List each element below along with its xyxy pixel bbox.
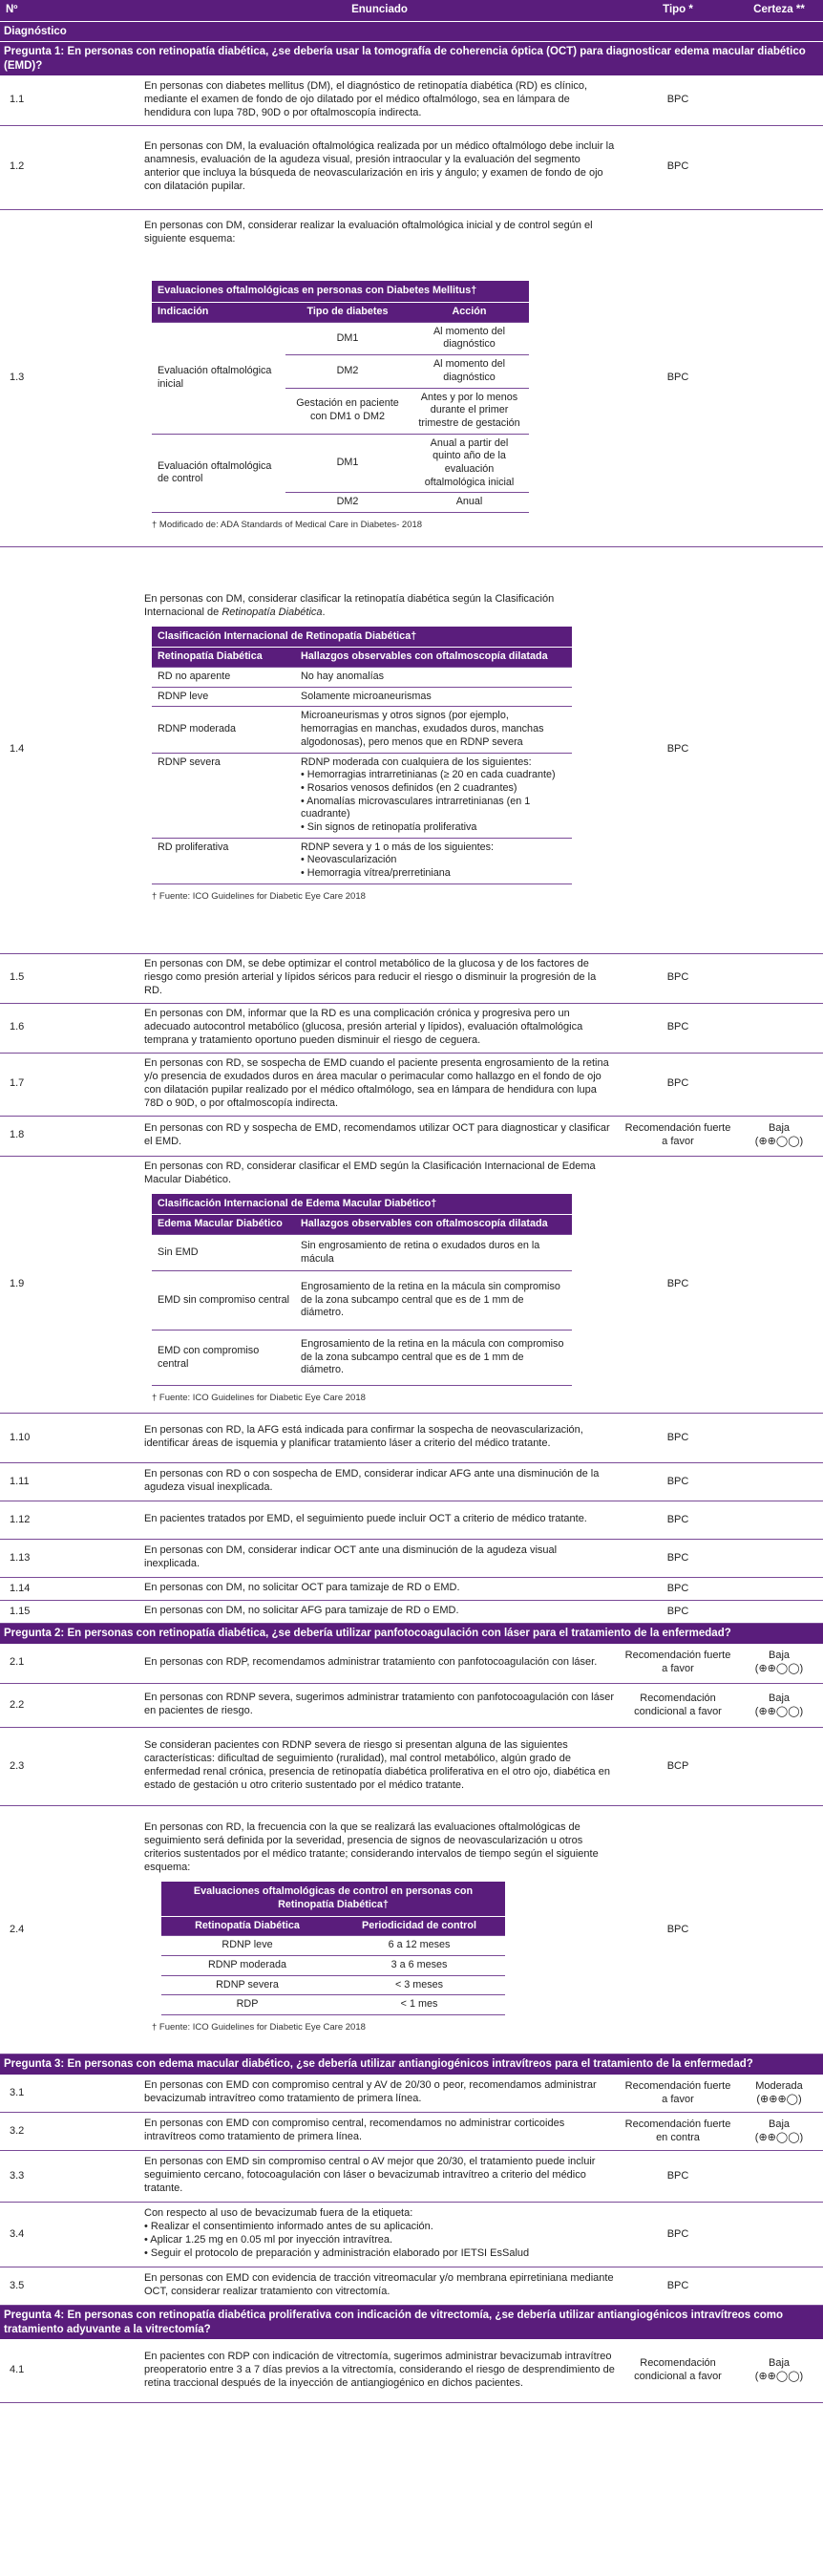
row-type: BPC [621,125,735,209]
finding-cell: Solamente microaneurismas [295,687,572,707]
finding-cell: No hay anomalías [295,668,572,688]
certainty-level: Moderada [755,2079,803,2092]
row-type: BPC [621,75,735,125]
row-certainty [735,2075,823,2113]
row-number: 1.2 [0,125,138,209]
certainty-symbols: (⊕⊕◯◯) [754,1136,804,1148]
certainty-level: Baja [768,1650,791,1662]
row-number: 1.11 [0,1463,138,1501]
row-type: BPC [621,546,735,953]
diabetes-type-cell: DM1 [285,434,410,493]
row-statement [138,209,621,546]
class-cell: RDNP severa [152,753,295,838]
row-certainty [735,1003,823,1053]
finding-line: RDNP severa y 1 o más de los siguientes: [301,841,495,853]
row-statement: En personas con RD y sospecha de EMD, recomendamos utilizar OCT para diagnosticar y clasificar el EMD. [138,1116,621,1156]
row-type: BCP [621,1728,735,1806]
table-row [0,2339,823,2402]
row-type: BPC [621,2151,735,2203]
statement-part: . [322,606,326,618]
table-row [0,1116,823,1156]
finding-cell: Engrosamiento de la retina en la mácula con compromiso de la zona subcampo central que es de 1 mm de diámetro. [295,1331,572,1386]
finding-line: RDNP moderada con cualquiera de los siguientes: [301,756,532,768]
statement-text: En personas con RD, considerar clasificar el EMD según la Clasificación Internacional de Edema Macular Diabético. [144,1160,596,1185]
table-row [0,1644,823,1684]
col-header: Edema Macular Diabético [152,1215,295,1235]
row-type: Recomendación fuerte en contra [621,2113,735,2151]
row-number: 3.3 [0,2151,138,2203]
diabetes-type-cell: DM2 [285,355,410,388]
period-cell: < 1 mes [333,1995,505,2015]
statement-bullet: • Seguir el protocolo de preparación y administración elaborado por IETSI EsSalud [144,2247,530,2260]
row-statement: En pacientes con RDP con indicación de vitrectomía, sugerimos administrar bevacizumab intravítreo preoperatorio entre 3 a 7 días previos a la vitrectomía, considerando el riesgo de desprendimiento de retina traccional después de la inyección de antiangiogénico en dichos pacientes. [138,2339,621,2402]
row-certainty [735,1806,823,2054]
row-number: 3.4 [0,2203,138,2267]
col-header: Acción [410,303,529,323]
row-statement: En personas con DM, se debe optimizar el control metabólico de la glucosa y de los factores de riesgo como presión arterial y lípidos séricos para reducir el riesgo o disminuir la progresión de la RD. [138,953,621,1003]
certainty-level: Baja [768,2118,791,2130]
finding-cell: Sin engrosamiento de retina o exudados duros en la mácula [295,1235,572,1271]
table-row [0,75,823,125]
row-certainty [735,2339,823,2402]
class-cell: EMD con compromiso central [152,1331,295,1386]
row-type: Recomendación condicional a favor [621,2339,735,2402]
row-statement: En personas con RDP, recomendamos administrar tratamiento con panfotocoagulación con láser. [138,1644,621,1684]
row-type: BPC [621,953,735,1003]
row-type: BPC [621,1463,735,1501]
row-statement [138,546,621,953]
table-row [0,1601,823,1624]
table-row [0,2151,823,2203]
row-certainty [735,125,823,209]
finding-line: • Neovascularización [301,854,397,866]
row-number: 1.3 [0,209,138,546]
table-source: † Modificado de: ADA Standards of Medical Care in Diabetes- 2018 [152,520,423,531]
action-cell: Anual [410,493,529,513]
certainty-symbols: (⊕⊕◯◯) [754,1705,804,1717]
col-header: Retinopatía Diabética [152,648,295,668]
col-header: Indicación [152,303,285,323]
row-certainty [735,1578,823,1601]
section-pregunta-4: Pregunta 4: En personas con retinopatía diabética proliferativa con indicación de vitrectomía, ¿se debería utilizar antiangiogénicos intravítreos como tratamiento adyuvante a la vitrectomía? [0,2306,823,2340]
row-statement: En personas con DM, considerar indicar OCT ante una disminución de la agudeza visual inexplicada. [138,1540,621,1578]
finding-cell [295,838,572,884]
indication-cell: Evaluación oftalmológica de control [152,434,285,513]
row-certainty [735,1053,823,1116]
row-type: BPC [621,1540,735,1578]
row-number: 1.9 [0,1156,138,1413]
table-row [0,1728,823,1806]
period-cell: 6 a 12 meses [333,1936,505,1956]
certainty-level: Baja [768,1692,791,1704]
row-statement: En personas con EMD con compromiso central, recomendamos no administrar corticoides intravítreos como tratamiento de primera línea. [138,2113,621,2151]
inner-table-title: Clasificación Internacional de Retinopatía Diabética† [152,627,572,648]
row-certainty [735,953,823,1003]
row-certainty [735,546,823,953]
row-number: 1.4 [0,546,138,953]
row-type: BPC [621,209,735,546]
row-certainty [735,1414,823,1463]
diabetes-eval-table [152,281,529,513]
row-certainty [735,2113,823,2151]
row-number: 4.1 [0,2339,138,2402]
row-number: 1.7 [0,1053,138,1116]
row-certainty [735,2267,823,2306]
rd-control-table [161,1882,505,2015]
action-cell: Al momento del diagnóstico [410,355,529,388]
statement-text: En personas con DM, considerar realizar la evaluación oftalmológica inicial y de control según el siguiente esquema: [144,220,593,245]
inner-table-title: Clasificación Internacional de Edema Macular Diabético† [152,1194,572,1215]
table-source: † Fuente: ICO Guidelines for Diabetic Eye Care 2018 [152,2022,366,2033]
row-statement: En personas con DM, informar que la RD es una complicación crónica y progresiva pero un adecuado autocontrol metabólico (glucosa, presión arterial y lípidos), evaluación oftalmológica temprana y tratamiento oportuno pueden disminuir el riesgo de ceguera. [138,1003,621,1053]
row-type: Recomendación fuerte a favor [621,2075,735,2113]
statement-text: Con respecto al uso de bevacizumab fuera de la etiqueta: [144,2207,413,2220]
row-statement: En personas con RD, la AFG está indicada para confirmar la sospecha de neovascularización, identificar áreas de isquemia y planificar tratamiento láser a criterio del médico tratante. [138,1414,621,1463]
row-number: 3.1 [0,2075,138,2113]
row-number: 2.4 [0,1806,138,2054]
row-number: 2.2 [0,1684,138,1728]
row-number: 2.3 [0,1728,138,1806]
row-statement: En personas con DM, no solicitar OCT para tamizaje de RD o EMD. [138,1578,621,1601]
row-number: 1.12 [0,1501,138,1540]
row-certainty [735,1156,823,1413]
statement-part: En personas con DM, considerar clasificar la retinopatía diabética según la Clasificación Internacional de [144,592,555,618]
class-cell: EMD sin compromiso central [152,1271,295,1331]
certainty-level: Baja [768,2357,791,2370]
header-num: Nº [0,0,138,21]
row-type: BPC [621,2267,735,2306]
row-type: BPC [621,1053,735,1116]
row-statement [138,1156,621,1413]
col-header: Retinopatía Diabética [161,1916,333,1936]
row-type: BPC [621,1578,735,1601]
class-cell: RDP [161,1995,333,2015]
table-row [0,1053,823,1116]
row-certainty [735,1501,823,1540]
class-cell: Sin EMD [152,1235,295,1271]
table-row [0,953,823,1003]
table-header [0,0,823,21]
row-number: 1.8 [0,1116,138,1156]
action-cell: Al momento del diagnóstico [410,322,529,354]
class-cell: RDNP moderada [161,1955,333,1975]
certainty-symbols: (⊕⊕◯◯) [754,2371,804,2383]
diabetes-type-cell: Gestación en paciente con DM1 o DM2 [285,388,410,434]
header-certeza: Certeza ** [735,0,823,21]
class-cell: RDNP leve [161,1936,333,1956]
row-statement: En personas con EMD sin compromiso central o AV mejor que 20/30, el tratamiento puede incluir seguimiento cercano, fotocoagulación con láser o bevacizumab intravítreo a criterio del médico tratante. [138,2151,621,2203]
table-row [0,1414,823,1463]
row-number: 3.2 [0,2113,138,2151]
row-certainty [735,1540,823,1578]
statement-text [144,593,615,620]
table-source: † Fuente: ICO Guidelines for Diabetic Eye Care 2018 [152,1393,366,1403]
section-pregunta-1: Pregunta 1: En personas con retinopatía diabética, ¿se debería usar la tomografía de coherencia óptica (OCT) para diagnosticar edema macular diabético (EMD)? [0,42,823,76]
header-enunciado: Enunciado [138,0,621,21]
section-pregunta-3: Pregunta 3: En personas con edema macular diabético, ¿se debería utilizar antiangiogénicos intravítreos para el tratamiento de la enfermedad? [0,2054,823,2075]
row-type: Recomendación condicional a favor [621,1684,735,1728]
finding-line: • Anomalías microvasculares intrarretinianas (en 1 cuadrante) [301,795,531,820]
class-cell: RDNP moderada [152,707,295,753]
table-row [0,2203,823,2267]
class-cell: RDNP leve [152,687,295,707]
finding-cell: Engrosamiento de la retina en la mácula sin compromiso de la zona subcampo central que es de 1 mm de diámetro. [295,1271,572,1331]
finding-line: • Rosarios venosos definidos (en 2 cuadrantes) [301,781,517,794]
section-diagnostico: Diagnóstico [0,21,823,42]
finding-line: • Hemorragia vítrea/prerretiniana [301,867,451,880]
row-number: 2.1 [0,1644,138,1684]
inner-table-title: Evaluaciones oftalmológicas en personas con Diabetes Mellitus† [152,281,529,302]
header-tipo: Tipo * [621,0,735,21]
period-cell: 3 a 6 meses [333,1955,505,1975]
emd-classification-table [152,1194,572,1386]
action-cell: Antes y por lo menos durante el primer trimestre de gestación [410,388,529,434]
indication-cell: Evaluación oftalmológica inicial [152,322,285,434]
table-row [0,1156,823,1413]
row-certainty [735,1684,823,1728]
certainty-symbols: (⊕⊕◯◯) [754,2131,804,2143]
rd-classification-table [152,627,572,884]
row-type: BPC [621,1501,735,1540]
row-certainty [735,1463,823,1501]
section-pregunta-2: Pregunta 2: En personas con retinopatía diabética, ¿se debería utilizar panfotocoagulación con láser para el tratamiento de la enfermedad? [0,1624,823,1644]
row-number: 1.10 [0,1414,138,1463]
row-type: BPC [621,2203,735,2267]
table-row [0,1463,823,1501]
row-certainty [735,2151,823,2203]
statement-italic: Retinopatía Diabética [222,606,323,618]
row-certainty [735,1601,823,1624]
statement-bullet: • Realizar el consentimiento informado antes de su aplicación. [144,2221,433,2233]
row-certainty [735,209,823,546]
row-type: Recomendación fuerte a favor [621,1116,735,1156]
row-number: 1.6 [0,1003,138,1053]
row-statement: En pacientes tratados por EMD, el seguimiento puede incluir OCT a criterio de médico tratante. [138,1501,621,1540]
row-number: 1.15 [0,1601,138,1624]
col-header: Periodicidad de control [333,1916,505,1936]
finding-cell: Microaneurismas y otros signos (por ejemplo, hemorragias en manchas, exudados duros, manchas algodonosas), pero menos que en RDNP severa [295,707,572,753]
col-header: Hallazgos observables con oftalmoscopía dilatada [295,1215,572,1235]
row-statement: En personas con RD o con sospecha de EMD, considerar indicar AFG ante una disminución de la agudeza visual inexplicada. [138,1463,621,1501]
row-number: 1.1 [0,75,138,125]
row-statement: En personas con DM, la evaluación oftalmológica realizada por un médico oftalmólogo debe incluir la anamnesis, evaluación de la agudeza visual, presión intraocular y la evaluación del segmento anterior que incluya la búsqueda de neovascularización en iris y ángulo; y examen de fondo de ojo con dilatación pupilar. [138,125,621,209]
finding-line: • Hemorragias intrarretinianas (≥ 20 en cada cuadrante) [301,769,556,781]
table-row [0,1003,823,1053]
row-type: BPC [621,1601,735,1624]
col-header: Tipo de diabetes [285,303,410,323]
row-statement: En personas con RD, se sospecha de EMD cuando el paciente presenta engrosamiento de la retina y/o presencia de exudados duros en área macular o perimacular como hallazgo en el fondo de ojo con dilatación pupilar realizado por el médico oftalmólogo, sea en lámpara de hendidura con lupa 78D o 90D, o por oftalmoscopía indirecta. [138,1053,621,1116]
row-statement: En personas con diabetes mellitus (DM), el diagnóstico de retinopatía diabética (RD) es clínico, mediante el examen de fondo de ojo dilatado por el médico oftalmólogo, sea en lámpara de hendidura con lupa 78D, 90D o por oftalmoscopía indirecta. [138,75,621,125]
certainty-level: Baja [768,1122,791,1135]
certainty-symbols: (⊕⊕◯◯) [754,1663,804,1675]
col-header: Hallazgos observables con oftalmoscopía dilatada [295,648,572,668]
table-row [0,125,823,209]
statement-bullet: • Aplicar 1.25 mg en 0.05 ml por inyección intravítrea. [144,2234,393,2246]
row-number: 1.14 [0,1578,138,1601]
table-row [0,546,823,953]
row-type: BPC [621,1156,735,1413]
table-row [0,2113,823,2151]
certainty-symbols: (⊕⊕⊕◯) [756,2093,802,2105]
table-row [0,209,823,546]
row-statement: En personas con DM, no solicitar AFG para tamizaje de RD o EMD. [138,1601,621,1624]
table-row [0,1540,823,1578]
table-row [0,1501,823,1540]
row-number: 1.13 [0,1540,138,1578]
row-number: 3.5 [0,2267,138,2306]
row-certainty [735,75,823,125]
table-row [0,1684,823,1728]
row-type: Recomendación fuerte a favor [621,1644,735,1684]
class-cell: RD proliferativa [152,838,295,884]
inner-table-title: Evaluaciones oftalmológicas de control en personas con Retinopatía Diabética† [161,1882,505,1916]
row-number: 1.5 [0,953,138,1003]
row-certainty [735,2203,823,2267]
finding-line: • Sin signos de retinopatía proliferativa [301,821,477,834]
table-row [0,1806,823,2054]
statement-text: En personas con RD, la frecuencia con la que se realizará las evaluaciones oftalmológicas de seguimiento será definida por la severidad, presencia de signos de neovascularización u otros criterios sustentados por el médico tratante; considerando intervalos de tiempo según el siguiente esquema: [144,1821,599,1874]
row-type: BPC [621,1806,735,2054]
period-cell: < 3 meses [333,1975,505,1995]
class-cell: RDNP severa [161,1975,333,1995]
row-statement: En personas con EMD con evidencia de tracción vitreomacular y/o membrana epirretiniana mediante OCT, considerar realizar tratamiento con vitrectomía. [138,2267,621,2306]
row-type: BPC [621,1003,735,1053]
diabetes-type-cell: DM2 [285,493,410,513]
row-certainty [735,1644,823,1684]
row-statement: En personas con EMD con compromiso central y AV de 20/30 o peor, recomendamos administrar bevacizumab intravítreo como tratamiento de primera línea. [138,2075,621,2113]
table-row [0,2075,823,2113]
row-type: BPC [621,1414,735,1463]
table-row [0,2267,823,2306]
diabetes-type-cell: DM1 [285,322,410,354]
row-certainty [735,1728,823,1806]
finding-cell [295,753,572,838]
table-row [0,1578,823,1601]
class-cell: RD no aparente [152,668,295,688]
row-statement [138,2203,621,2267]
row-statement [138,1806,621,2054]
table-source: † Fuente: ICO Guidelines for Diabetic Eye Care 2018 [152,890,366,902]
action-cell: Anual a partir del quinto año de la evaluación oftalmológica inicial [410,434,529,493]
row-statement: En personas con RDNP severa, sugerimos administrar tratamiento con panfotocoagulación con láser en pacientes de riesgo. [138,1684,621,1728]
row-certainty [735,1116,823,1156]
row-statement: Se consideran pacientes con RDNP severa de riesgo si presentan alguna de las siguientes características: dificultad de seguimiento (ruralidad), mal control metabólico, algún grado de enfermedad renal crónica, presencia de retinopatía diabética proliferativa en el otro ojo, diabética en estado de gestación u otro criterio sustentado por el médico tratante. [138,1728,621,1806]
